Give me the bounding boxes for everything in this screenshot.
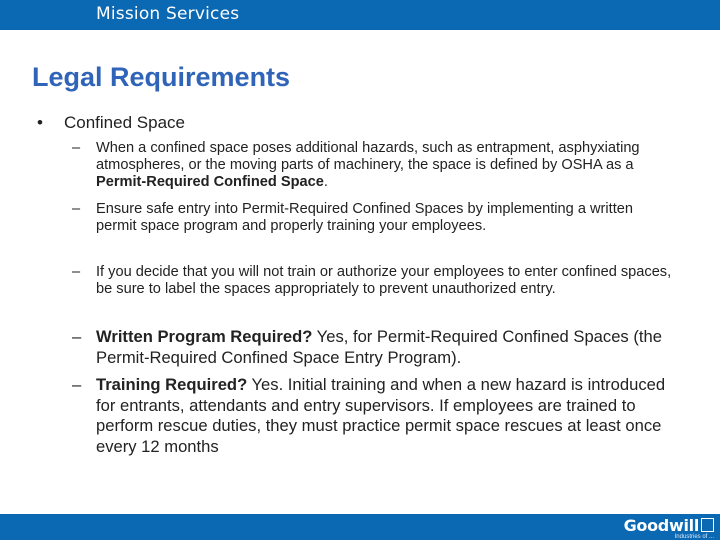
footer-bar xyxy=(0,514,720,540)
logo-tagline: Industries of ... xyxy=(674,534,714,540)
bullet-dot: • xyxy=(37,113,43,132)
header-title: Mission Services xyxy=(96,4,240,24)
sub-item-text: Ensure safe entry into Permit-Required Confined Spaces by implementing a written permit space program and properly training your employees. xyxy=(96,201,633,234)
header-bar xyxy=(0,0,720,30)
slide-heading: Legal Requirements xyxy=(32,62,291,92)
dash-marker: – xyxy=(72,201,81,217)
dash-marker: – xyxy=(72,375,82,394)
sub-item-text: When a confined space poses additional hazards, such as entrapment, asphyxiating atmospheres, or the moving parts of machinery, the space is defined by OSHA as a Permit-Required Confined Space. xyxy=(96,140,640,190)
sub-item-text: Written Program Required? Yes, for Permit-Required Confined Spaces (the Permit-Required Confined Space Entry Program). xyxy=(96,327,662,367)
bullet-label: Confined Space xyxy=(64,113,185,132)
goodwill-smile-icon xyxy=(701,518,714,532)
dash-marker: – xyxy=(72,140,81,156)
logo-wordmark: Goodwill xyxy=(623,516,699,535)
goodwill-logo xyxy=(624,516,714,540)
sub-item-text: If you decide that you will not train or authorize your employees to enter confined spaces, be sure to label the spaces appropriately to prevent unauthorized entry. xyxy=(96,264,672,297)
dash-marker: – xyxy=(72,327,82,346)
dash-marker: – xyxy=(72,264,81,280)
sub-item-text: Training Required? Yes. Initial training and when a new hazard is introduced for entrants, attendants and entry supervisors. If employees are trained to perform rescue duties, they must practice permit space rescues at least once every 12 months xyxy=(96,375,666,456)
